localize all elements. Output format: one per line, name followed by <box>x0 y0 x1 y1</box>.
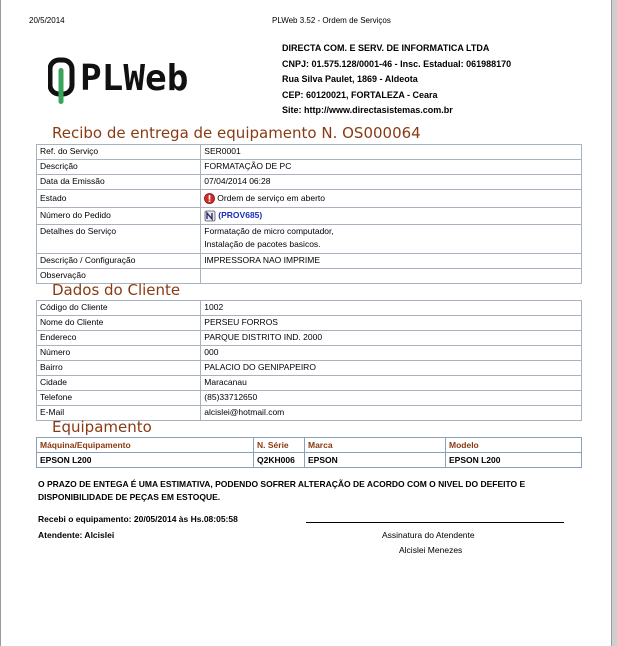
table-row <box>37 145 582 160</box>
row-label: Código do Cliente <box>37 301 201 316</box>
order-number-link[interactable]: (PROV685) <box>218 210 263 220</box>
row-label: Descrição / Configuração <box>37 254 201 269</box>
row-label: Número do Pedido <box>37 208 201 225</box>
signature-label: Assinatura do Atendente <box>382 530 475 540</box>
row-value: (85)33712650 <box>201 391 582 406</box>
table-row <box>37 316 582 331</box>
row-value: 1002 <box>201 301 582 316</box>
table-cell: EPSON L200 <box>446 453 582 468</box>
row-label: Bairro <box>37 361 201 376</box>
table-cell: EPSON L200 <box>37 453 254 468</box>
row-label: Data da Emissão <box>37 175 201 190</box>
signature-name: Alcislei Menezes <box>399 545 463 555</box>
company-name: DIRECTA COM. E SERV. DE INFORMATICA LTDA <box>282 43 490 53</box>
row-label: Número <box>37 346 201 361</box>
status-text: Ordem de serviço em aberto <box>217 193 326 203</box>
service-details-line: Formatação de micro computador, <box>204 226 334 236</box>
table-row <box>37 225 582 254</box>
receipt-table <box>36 144 582 284</box>
order-icon <box>204 210 216 222</box>
row-label: E-Mail <box>37 406 201 421</box>
row-value: IMPRESSORA NAO IMPRIME <box>201 254 582 269</box>
table-row <box>37 175 582 190</box>
table-row <box>37 453 582 468</box>
table-row <box>37 208 582 225</box>
receipt-title: Recibo de entrega de equipamento N. OS000064 <box>52 124 421 142</box>
attendant-label: Atendente: Alcislei <box>38 530 115 540</box>
header-date: 20/5/2014 <box>29 16 65 25</box>
column-header: Máquina/Equipamento <box>37 438 254 453</box>
column-header: Modelo <box>446 438 582 453</box>
row-label: Descrição <box>37 160 201 175</box>
company-site: Site: http://www.directasistemas.com.br <box>282 105 453 115</box>
table-row <box>37 254 582 269</box>
row-label: Nome do Cliente <box>37 316 201 331</box>
client-section-title: Dados do Cliente <box>52 281 181 299</box>
received-timestamp: Recebi o equipamento: 20/05/2014 às Hs.08:05:58 <box>38 514 238 524</box>
row-label: Observação <box>37 269 201 284</box>
table-row <box>37 361 582 376</box>
table-row <box>37 331 582 346</box>
table-row <box>37 160 582 175</box>
row-value: PERSEU FORROS <box>201 316 582 331</box>
row-value: 07/04/2014 06:28 <box>201 175 582 190</box>
row-label: Cidade <box>37 376 201 391</box>
row-value: SER0001 <box>201 145 582 160</box>
row-label: Telefone <box>37 391 201 406</box>
row-label: Endereco <box>37 331 201 346</box>
row-value <box>201 225 582 254</box>
header-title: PLWeb 3.52 - Ordem de Serviços <box>272 16 391 25</box>
row-value: FORMATAÇÃO DE PC <box>201 160 582 175</box>
table-header-row <box>37 438 582 453</box>
client-table <box>36 300 582 421</box>
column-header: Marca <box>305 438 446 453</box>
company-cnpj: CNPJ: 01.575.128/0001-46 - Insc. Estadual: 061988170 <box>282 58 512 69</box>
equipment-section-title: Equipamento <box>52 418 152 436</box>
table-cell: EPSON <box>305 453 446 468</box>
svg-text:PLWeb: PLWeb <box>80 58 189 99</box>
plweb-logo <box>48 52 238 106</box>
table-row <box>37 391 582 406</box>
row-value <box>201 269 582 284</box>
equipment-table <box>36 437 582 468</box>
row-label: Detalhes do Serviço <box>37 225 201 254</box>
column-header: N. Série <box>254 438 305 453</box>
company-cep: CEP: 60120021, FORTALEZA - Ceara <box>282 89 438 100</box>
row-label: Estado <box>37 190 201 208</box>
page-shadow <box>612 0 617 646</box>
table-row <box>37 376 582 391</box>
row-value: PARQUE DISTRITO IND. 2000 <box>201 331 582 346</box>
row-label: Ref. do Serviço <box>37 145 201 160</box>
row-value: Maracanau <box>201 376 582 391</box>
signature-line <box>306 522 564 523</box>
table-row <box>37 190 582 208</box>
delivery-notice: O PRAZO DE ENTEGA É UMA ESTIMATIVA, PODENDO SOFRER ALTERAÇÃO DE ACORDO COM O NIVEL DO DEFEITO E DISPONIBILIDADE DE PEÇAS EM ESTOQUE. <box>38 479 526 502</box>
table-row <box>37 301 582 316</box>
table-cell: Q2KH006 <box>254 453 305 468</box>
company-info <box>282 41 511 119</box>
company-address: Rua Silva Paulet, 1869 - Aldeota <box>282 74 418 84</box>
table-row <box>37 346 582 361</box>
row-value: alcislei@hotmail.com <box>201 406 582 421</box>
row-value <box>201 208 582 225</box>
status-alert-icon <box>204 193 215 204</box>
service-details-line: Instalação de pacotes basicos. <box>204 239 321 249</box>
row-value: 000 <box>201 346 582 361</box>
row-value: PALACIO DO GENIPAPEIRO <box>201 361 582 376</box>
row-value <box>201 190 582 208</box>
